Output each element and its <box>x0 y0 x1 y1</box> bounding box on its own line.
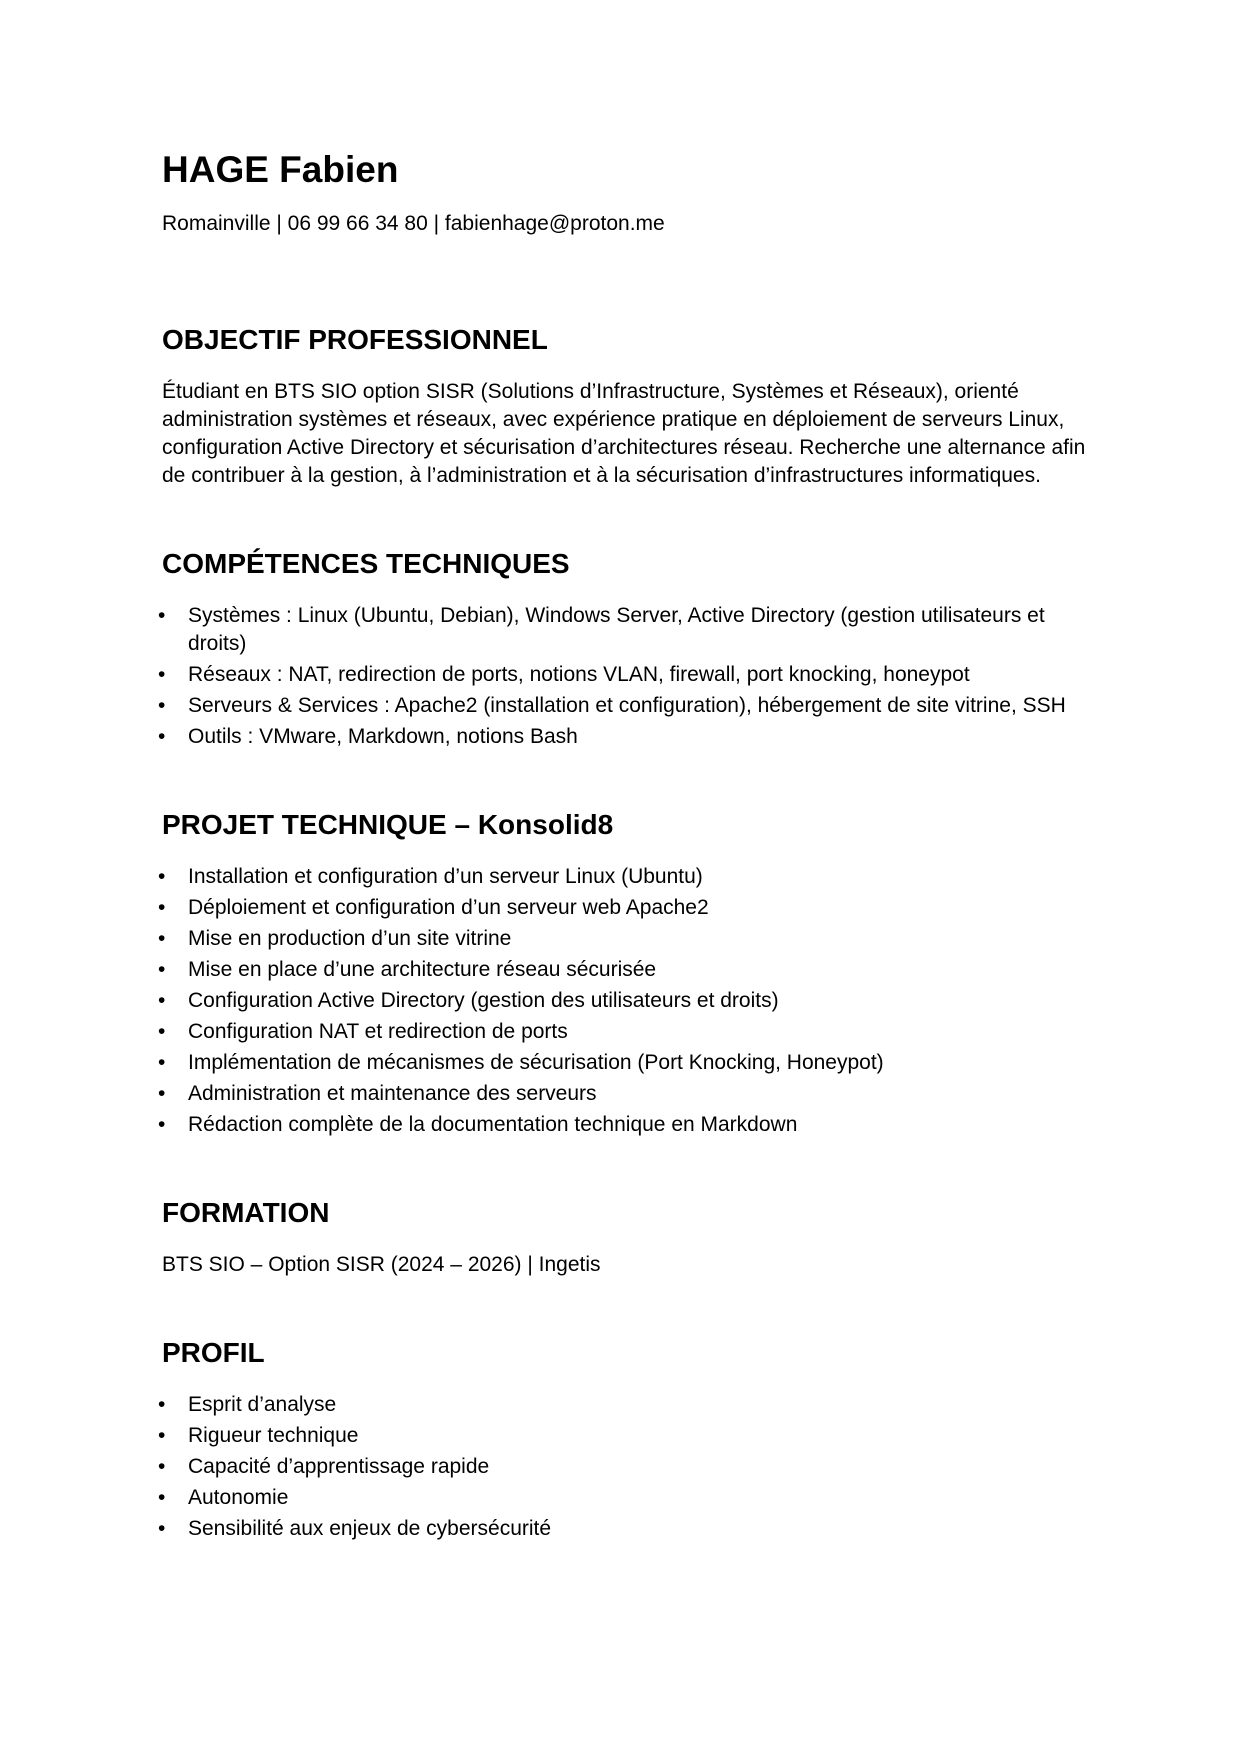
list-item <box>158 925 1102 953</box>
candidate-name: HAGE Fabien <box>162 149 399 190</box>
list-item <box>158 692 1102 720</box>
objectif-paragraph: Étudiant en BTS SIO option SISR (Solutions d’Infrastructure, Systèmes et Réseaux), orienté administration systèmes et réseaux, avec expérience pratique en déploiement de serveurs Linux, configuration Active Directory et sécurisation d’architectures réseau. Recherche une alternance afin de contribuer à la gestion, à l’administration et à la sécurisation d’infrastructures informatiques. <box>162 380 1086 487</box>
bullet-icon: • <box>158 1393 166 1416</box>
bullet-icon: • <box>158 1020 166 1043</box>
list-item-text: Sensibilité aux enjeux de cybersécurité <box>188 1517 552 1540</box>
bullet-icon: • <box>158 725 166 748</box>
section-projet-title: PROJET TECHNIQUE – Konsolid8 <box>162 809 614 840</box>
projet-list <box>158 863 1102 1139</box>
list-item-text: Réseaux : NAT, redirection de ports, notions VLAN, firewall, port knocking, honeypot <box>188 663 970 686</box>
list-item-text: Rigueur technique <box>188 1424 359 1447</box>
list-item <box>158 956 1102 984</box>
list-item <box>158 987 1102 1015</box>
list-item-text: Déploiement et configuration d’un serveur web Apache2 <box>188 896 709 919</box>
section-formation-title: FORMATION <box>162 1197 330 1228</box>
section-projet <box>158 807 1102 1139</box>
list-item <box>158 894 1102 922</box>
bullet-icon: • <box>158 1424 166 1447</box>
list-item <box>158 1111 1102 1139</box>
list-item-text: Capacité d’apprentissage rapide <box>188 1455 490 1478</box>
bullet-icon: • <box>158 1486 166 1509</box>
contact-info: Romainville | 06 99 66 34 80 | fabienhage@proton.me <box>162 212 665 235</box>
section-profil <box>158 1335 1102 1543</box>
bullet-icon: • <box>158 1113 166 1136</box>
list-item <box>158 1391 1102 1419</box>
list-item <box>158 661 1102 689</box>
bullet-icon: • <box>158 896 166 919</box>
list-item-text: Mise en place d’une architecture réseau sécurisée <box>188 958 657 981</box>
profil-list <box>158 1391 1102 1543</box>
list-item-text: Rédaction complète de la documentation technique en Markdown <box>188 1113 798 1136</box>
bullet-icon: • <box>158 989 166 1012</box>
bullet-icon: • <box>158 694 166 717</box>
bullet-icon: • <box>158 604 166 627</box>
list-item <box>158 1049 1102 1077</box>
list-item <box>158 723 1102 751</box>
section-profil-title: PROFIL <box>162 1337 265 1368</box>
bullet-icon: • <box>158 1051 166 1074</box>
bullet-icon: • <box>158 865 166 888</box>
bullet-icon: • <box>158 927 166 950</box>
list-item-text: Configuration NAT et redirection de ports <box>188 1020 568 1043</box>
list-item <box>158 1080 1102 1108</box>
list-item <box>158 1453 1102 1481</box>
list-item-text: Autonomie <box>188 1486 289 1509</box>
section-competences <box>158 546 1102 751</box>
section-objectif <box>162 322 1102 490</box>
list-item <box>158 1422 1102 1450</box>
bullet-icon: • <box>158 1082 166 1105</box>
formation-text: BTS SIO – Option SISR (2024 – 2026) | Ingetis <box>162 1253 601 1276</box>
list-item-text: Configuration Active Directory (gestion des utilisateurs et droits) <box>188 989 779 1012</box>
list-item-text: Outils : VMware, Markdown, notions Bash <box>188 725 578 748</box>
list-item <box>158 1484 1102 1512</box>
section-objectif-title: OBJECTIF PROFESSIONNEL <box>162 324 548 355</box>
list-item <box>158 863 1102 891</box>
list-item <box>158 1515 1102 1543</box>
list-item <box>158 602 1102 658</box>
bullet-icon: • <box>158 1455 166 1478</box>
list-item-text: Serveurs & Services : Apache2 (installation et configuration), hébergement de site vitrine, SSH <box>188 694 1066 717</box>
list-item-text: Systèmes : Linux (Ubuntu, Debian), Windows Server, Active Directory (gestion utilisateurs et droits) <box>188 604 1045 655</box>
list-item-text: Installation et configuration d’un serveur Linux (Ubuntu) <box>188 865 703 888</box>
list-item <box>158 1018 1102 1046</box>
list-item-text: Mise en production d’un site vitrine <box>188 927 512 950</box>
list-item-text: Implémentation de mécanismes de sécurisation (Port Knocking, Honeypot) <box>188 1051 884 1074</box>
competences-list <box>158 602 1102 751</box>
list-item-text: Administration et maintenance des serveurs <box>188 1082 597 1105</box>
list-item-text: Esprit d’analyse <box>188 1393 337 1416</box>
section-formation <box>162 1195 1102 1279</box>
section-competences-title: COMPÉTENCES TECHNIQUES <box>162 548 570 579</box>
bullet-icon: • <box>158 1517 166 1540</box>
bullet-icon: • <box>158 958 166 981</box>
bullet-icon: • <box>158 663 166 686</box>
